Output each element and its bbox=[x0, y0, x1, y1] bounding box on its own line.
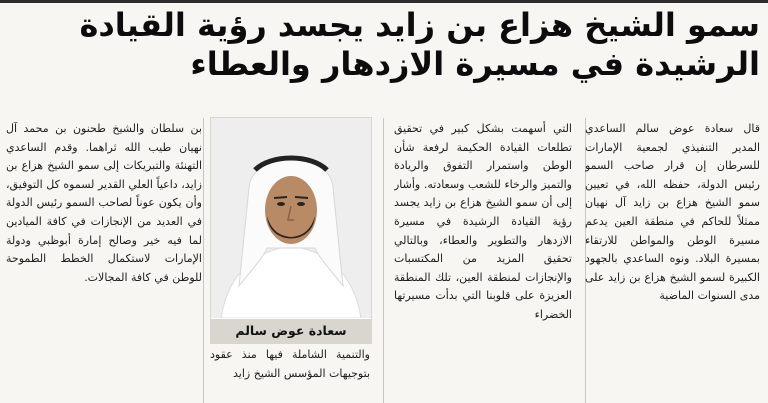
column-divider bbox=[383, 118, 384, 403]
top-rule bbox=[0, 0, 768, 3]
portrait-photo-frame bbox=[210, 117, 372, 344]
article-column-3-bottom bbox=[210, 346, 370, 403]
headline-line-1: سمو الشيخ هزاع بن زايد يجسد رؤية القيادة bbox=[79, 6, 760, 44]
article-column-1 bbox=[585, 120, 760, 403]
headline bbox=[8, 6, 760, 84]
headline-line-2: الرشيدة في مسيرة الازدهار والعطاء bbox=[190, 45, 760, 84]
portrait-photo bbox=[211, 118, 371, 318]
column-text: قال سعادة عوض سالم الساعدي المدير التنفيذي لجمعية الإمارات للسرطان إن قرار صاحب السمو رئيس الدولة، حفظه الله، في تعيين سمو الشيخ هزاع بن زايد آل نهيان ممثلاً للحاكم في منطقة العين يدعم مسيرة الوطن والمواطن للارتقاء بمسيرة البلاد. ونوه الساعدي بالجهود الكبيرة لسمو الشيخ هزاع بن زايد على مدى السنوات الماضية bbox=[585, 122, 760, 303]
article-column-4 bbox=[6, 120, 202, 403]
photo-caption: سعادة عوض سالم bbox=[211, 319, 371, 343]
column-divider bbox=[203, 118, 204, 403]
column-text: والتنمية الشاملة فيها منذ عقود بتوجيهات المؤسس الشيخ زايد bbox=[210, 348, 370, 380]
article-column-2 bbox=[394, 120, 572, 403]
portrait-illustration bbox=[211, 118, 371, 318]
column-text: بن سلطان والشيخ طحنون بن محمد آل نهيان طيب الله ثراهما. وقدم الساعدي التهنئة والتبريكات إلى سمو الشيخ هزاع بن زايد، داعياً العلي القدير لسموه كل التوفيق، وأن يكون عوناً لصاحب السمو رئيس الدولة في العديد من الإنجازات في كافة الميادين لما فيه خير وصالح إمارة أبوظبي ودولة الإمارات لاستكمال الخطط الطموحة للوطن في كافة المجالات. bbox=[6, 122, 202, 284]
column-text: التي أسهمت بشكل كبير في تحقيق تطلعات القيادة الحكيمة لرفعة شأن الوطن واستمرار التفوق والريادة والتميز والرخاء للشعب وسعادته. وأشار إلى أن سمو الشيخ هزاع بن زايد يجسد رؤية القيادة الرشيدة في مسيرة الازدهار والتطوير والعطاء، وبالتالي تحقيق المزيد من المكتسبات والإنجازات لمنطقة العين، تلك المنطقة العزيزة على قلوبنا التي بدأت مسيرتها الخضراء bbox=[394, 122, 572, 321]
